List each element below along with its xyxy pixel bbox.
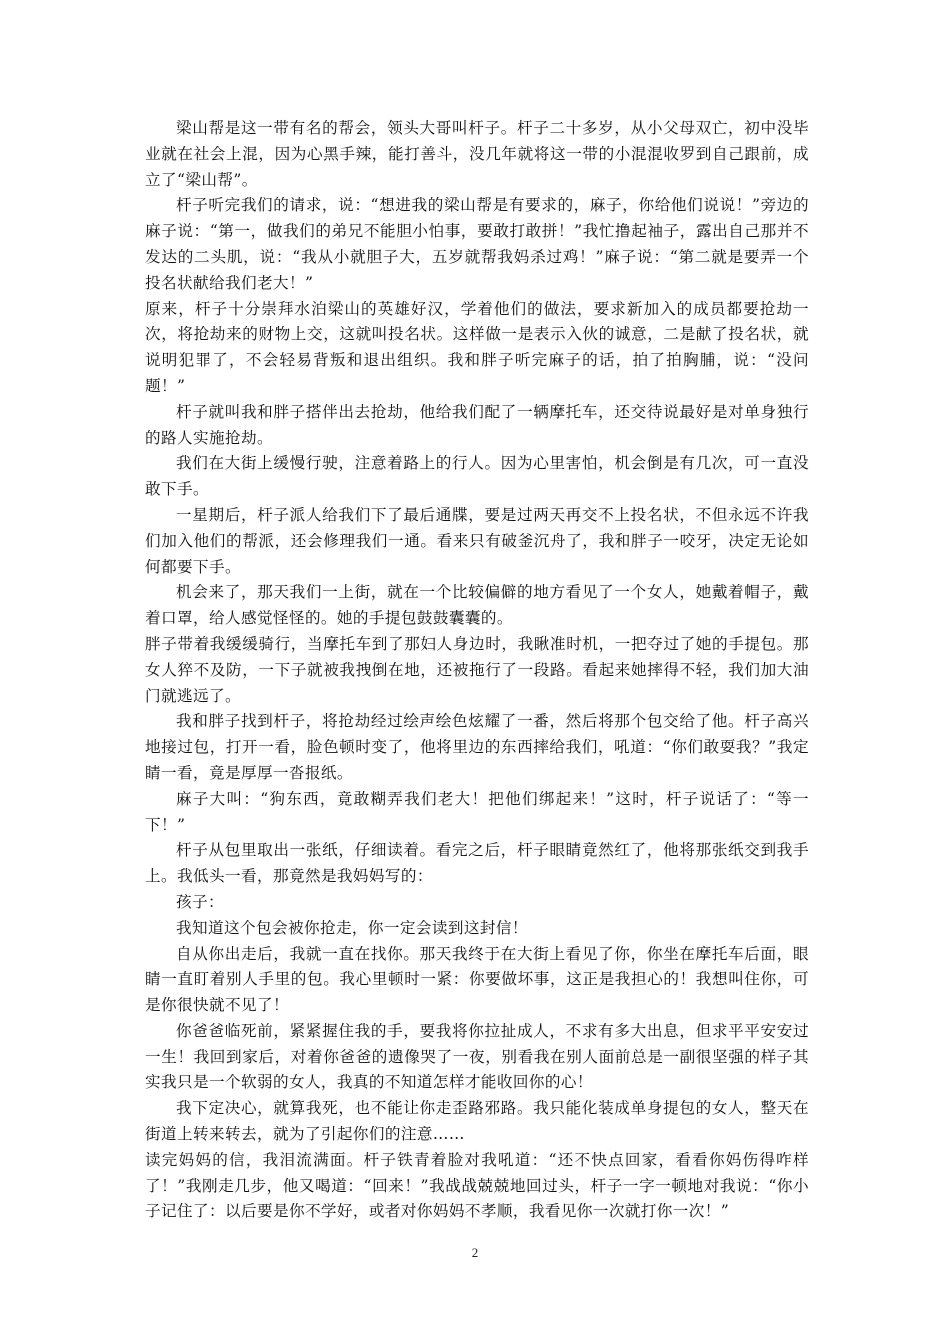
paragraph-6: 一星期后，杆子派人给我们下了最后通牒，要是过两天再交不上投名状，不但永远不许我们加入他们的帮派，还会修理我们一通。看来只有破釜沉舟了，我和胖子一咬牙，决定无论如何都要下手。 <box>145 505 809 576</box>
paragraph-5: 我们在大街上缓慢行驶，注意着路上的行人。因为心里害怕，机会倒是有几次，可一直没敢下手。 <box>145 454 809 499</box>
document-body <box>145 116 809 1225</box>
paragraph-9: 我和胖子找到杆子，将抢劫经过绘声绘色炫耀了一番，然后将那个包交给了他。杆子高兴地接过包，打开一看，脸色顿时变了，他将里边的东西摔给我们，吼道：“你们敢耍我？”我定睛一看，竟是厚厚一沓报纸。 <box>145 712 809 782</box>
paragraph-2: 杆子听完我们的请求，说：“想进我的梁山帮是有要求的，麻子，你给他们说说！”旁边的麻子说：“第一，做我们的弟兄不能胆小怕事，要敢打敢拼！”我忙撸起袖子，露出自己那并不发达的二头肌，说：“我从小就胆子大，五岁就帮我妈杀过鸡！”麻子说：“第二就是要弄一个投名状献给我们老大！” <box>145 196 809 292</box>
paragraph-4: 杆子就叫我和胖子搭伴出去抢劫，他给我们配了一辆摩托车，还交待说最好是对单身独行的路人实施抢劫。 <box>145 402 809 447</box>
page-number: 2 <box>471 1245 479 1260</box>
paragraph-final: 读完妈妈的信，我泪流满面。杆子铁青着脸对我吼道：“还不快点回家，看看你妈伤得咋样了！”我刚走几步，他又喝道：“回来！”我战战兢兢地回过头，杆子一字一顿地对我说：“你小子记住了：以后要是你不学好，或者对你妈妈不孝顺，我看见你一次就打你一次！” <box>145 1150 809 1221</box>
paragraph-8: 胖子带着我缓缓骑行，当摩托车到了那妇人身边时，我瞅准时机，一把夺过了她的手提包。那女人猝不及防，一下子就被我拽倒在地，还被拖行了一段路。看起来她摔得不轻，我们加大油门就逃远了。 <box>145 634 809 705</box>
paragraph-11: 杆子从包里取出一张纸，仔细读着。看完之后，杆子眼睛竟然红了，他将那张纸交到我手上。我低头一看，那竟然是我妈妈写的： <box>145 841 809 886</box>
letter-salutation: 孩子： <box>176 892 224 911</box>
paragraph-1: 梁山帮是这一带有名的帮会，领头大哥叫杆子。杆子二十多岁，从小父母双亡，初中没毕业就在社会上混，因为心黑手辣，能打善斗，没几年就将这一带的小混混收罗到自己跟前，成立了“梁山帮”。 <box>145 119 809 189</box>
letter-paragraph-2: 自从你出走后，我就一直在找你。那天我终于在大街上看见了你，你坐在摩托车后面，眼睛一直盯着别人手里的包。我心里顿时一紧：你要做坏事，这正是我担心的！我想叫住你，可是你很快就不见了！ <box>145 944 809 1015</box>
paragraph-10: 麻子大叫：“狗东西，竟敢糊弄我们老大！把他们绑起来！”这时，杆子说话了：“等一下！” <box>145 789 809 834</box>
letter-paragraph-4: 我下定决心，就算我死，也不能让你走歪路邪路。我只能化装成单身提包的女人，整天在街道上转来转去，就为了引起你们的注意…… <box>145 1099 809 1144</box>
letter-paragraph-3: 你爸爸临死前，紧紧握住我的手，要我将你拉扯成人，不求有多大出息，但求平平安安过一生！我回到家后，对着你爸爸的遗像哭了一夜，别看我在别人面前总是一副很坚强的样子其实我只是一个软弱的女人，我真的不知道怎样才能收回你的心！ <box>145 1021 809 1092</box>
paragraph-3: 原来，杆子十分崇拜水泊梁山的英雄好汉，学着他们的做法，要求新加入的成员都要抢劫一次，将抢劫来的财物上交，这就叫投名状。这样做一是表示入伙的诚意，二是献了投名状，就说明犯罪了，不会轻易背叛和退出组织。我和胖子听完麻子的话，拍了拍胸脯，说：“没问题！” <box>145 299 809 395</box>
letter-paragraph-1: 我知道这个包会被你抢走，你一定会读到这封信！ <box>176 918 528 937</box>
paragraph-7: 机会来了，那天我们一上街，就在一个比较偏僻的地方看见了一个女人，她戴着帽子，戴着口罩，给人感觉怪怪的。她的手提包鼓鼓囊囊的。 <box>145 583 809 628</box>
